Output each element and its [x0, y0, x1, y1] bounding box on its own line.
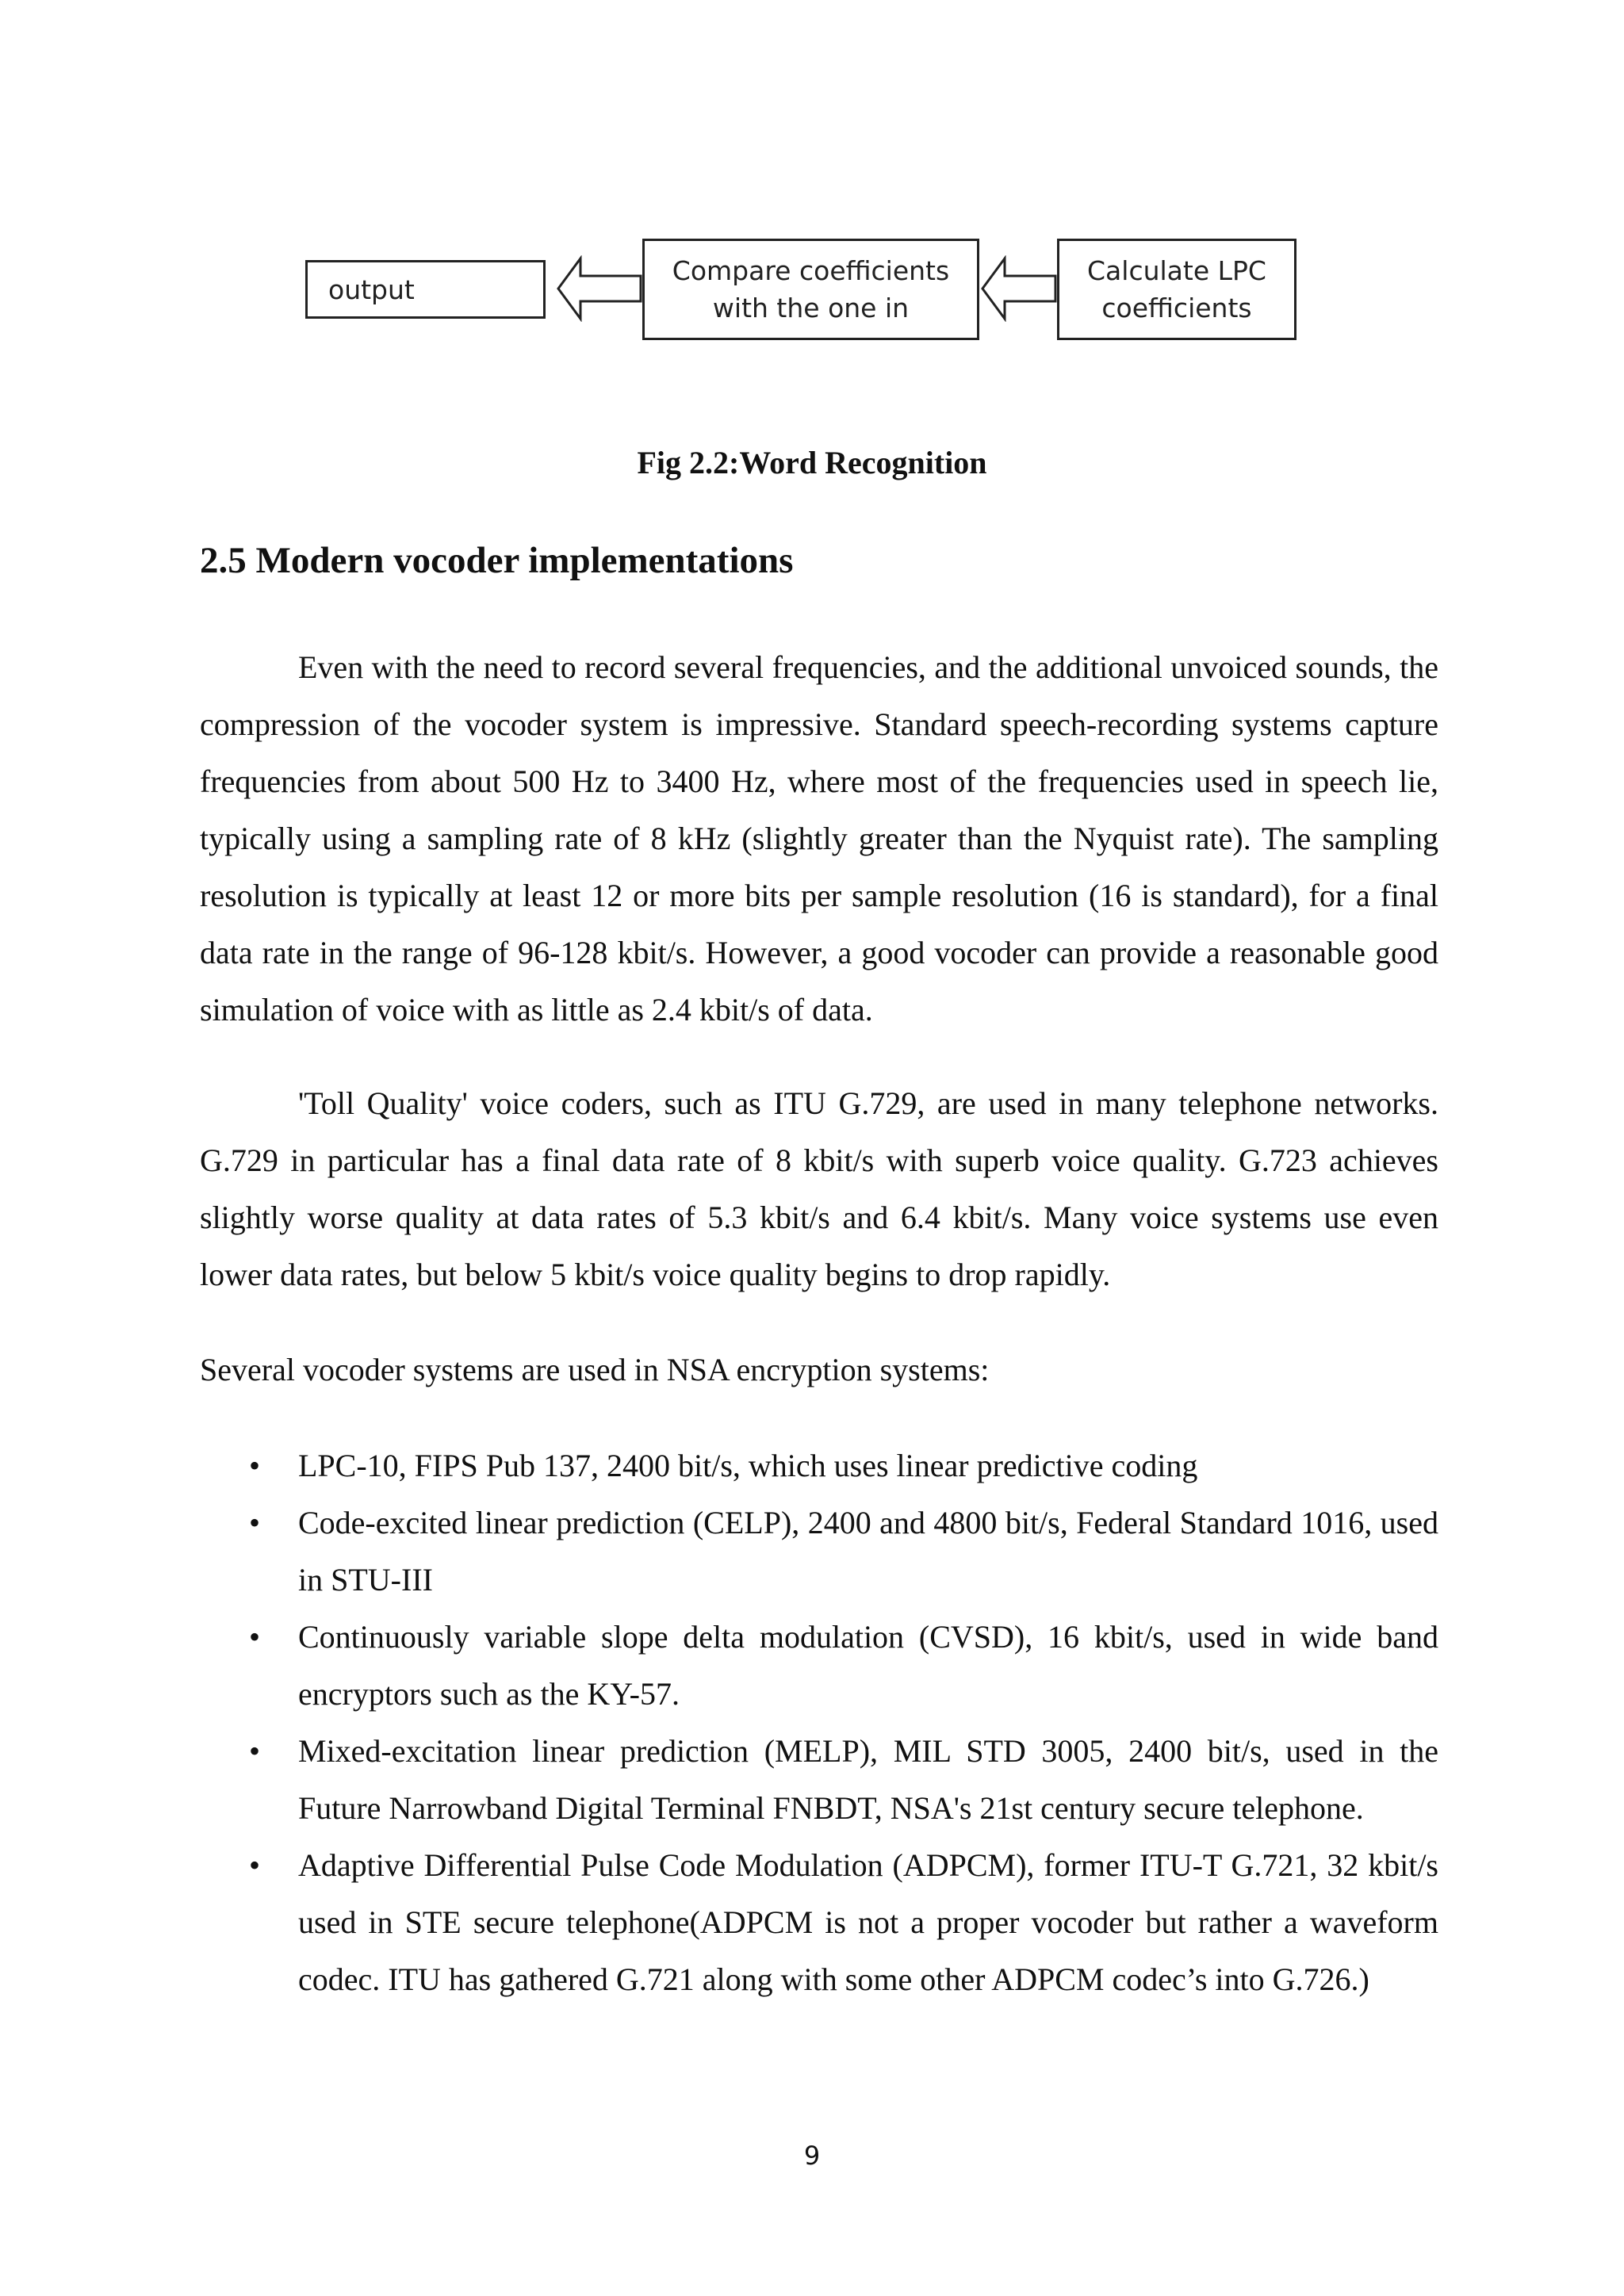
bullet-icon: • — [249, 1505, 261, 1540]
paragraph-nsa-intro: Several vocoder systems are used in NSA encryption systems: — [200, 1352, 990, 1387]
vocoder-systems-list — [200, 1437, 1438, 2008]
list-item-text: LPC-10, FIPS Pub 137, 2400 bit/s, which uses linear predictive coding — [298, 1448, 1198, 1483]
bullet-icon: • — [249, 1619, 261, 1655]
list-item-text: Adaptive Differential Pulse Code Modulation (ADPCM), former ITU-T G.721, 32 kbit/s used in STE secure telephone(ADPCM is not a proper vocoder but rather a waveform codec. ITU has gathered G.721 along with some other ADPCM codec’s into G.726.) — [298, 1847, 1438, 1997]
list-item — [200, 1609, 1438, 1723]
bullet-icon: • — [249, 1448, 261, 1483]
lpc-line-2: coefficients — [1101, 293, 1252, 323]
page-number: 9 — [803, 2141, 821, 2171]
list-item-text: Continuously variable slope delta modulation (CVSD), 16 kbit/s, used in wide band encryptors such as the KY-57. — [298, 1619, 1438, 1712]
section-heading: 2.5 Modern vocoder implementations — [200, 540, 794, 581]
output-box — [305, 260, 546, 319]
bullet-icon: • — [249, 1847, 261, 1883]
list-item — [200, 1494, 1438, 1609]
list-item — [200, 1437, 1438, 1494]
compare-coefficients-box — [642, 239, 979, 340]
list-item-text: Mixed-excitation linear prediction (MELP), MIL STD 3005, 2400 bit/s, used in the Future Narrowband Digital Terminal FNBDT, NSA's 21st century secure telephone. — [298, 1733, 1438, 1826]
calculate-lpc-box — [1057, 239, 1297, 340]
bullet-icon: • — [249, 1733, 261, 1769]
lpc-line-1: Calculate LPC — [1087, 255, 1266, 286]
list-item — [200, 1723, 1438, 1837]
figure-caption: Fig 2.2:Word Recognition — [637, 445, 987, 480]
compare-line-1: Compare coefficients — [672, 255, 950, 286]
compare-line-2: with the one in — [712, 293, 910, 323]
list-item-text: Code-excited linear prediction (CELP), 2400 and 4800 bit/s, Federal Standard 1016, used in STU-III — [298, 1505, 1438, 1598]
output-label: output — [328, 274, 415, 305]
left-arrow-icon — [979, 255, 1059, 322]
left-arrow-icon — [555, 255, 644, 322]
paragraph-toll-quality: 'Toll Quality' voice coders, such as ITU G.729, are used in many telephone networks. G.729 in particular has a final data rate of 8 kbit/s with superb voice quality. G.723 achieves slightly worse quality at data rates of 5.3 kbit/s and 6.4 kbit/s. Many voice systems use even lower data rates, but below 5 kbit/s voice quality begins to drop rapidly. — [200, 1085, 1438, 1292]
list-item — [200, 1837, 1438, 2008]
word-recognition-diagram — [0, 0, 1624, 365]
paragraph-compression: Even with the need to record several frequencies, and the additional unvoiced sounds, the compression of the vocoder system is impressive. Standard speech-recording systems capture frequencies from about 500 Hz to 3400 Hz, where most of the frequencies used in speech lie, typically using a sampling rate of 8 kHz (slightly greater than the Nyquist rate). The sampling resolution is typically at least 12 or more bits per sample resolution (16 is standard), for a final data rate in the range of 96-128 kbit/s. However, a good vocoder can provide a reasonable good simulation of voice with as little as 2.4 kbit/s of data. — [200, 649, 1438, 1027]
